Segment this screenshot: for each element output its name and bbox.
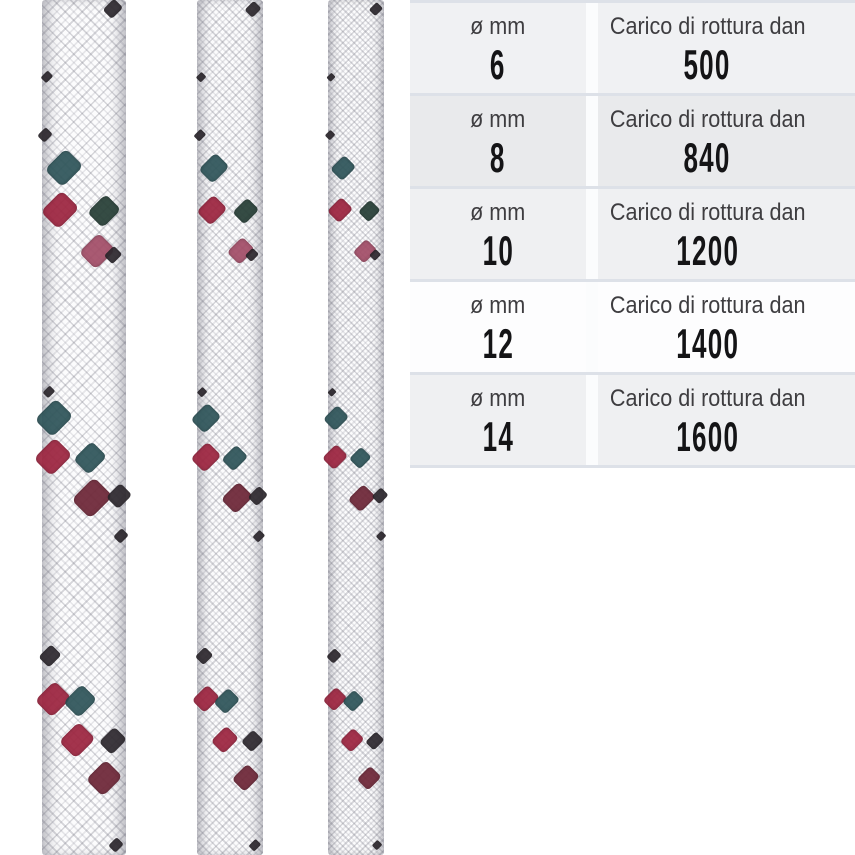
rope-fleck-red	[59, 722, 96, 759]
load-header: Carico di rottura dan	[609, 385, 806, 412]
rope-fleck-dark	[108, 837, 124, 853]
column-gap	[586, 3, 598, 93]
rope-fleck-dark	[106, 483, 132, 509]
diameter-header: ø mm	[470, 13, 526, 40]
rope-fleck-maroon	[231, 764, 260, 793]
rope	[42, 0, 126, 855]
rope-fleck-teal	[221, 445, 248, 472]
load-header: Carico di rottura dan	[609, 199, 806, 226]
diameter-header: ø mm	[470, 199, 526, 226]
rope-fleck-darkgreen	[232, 198, 259, 225]
rope	[328, 0, 384, 855]
rope-fleck-dark	[103, 0, 124, 19]
diameter-header: ø mm	[470, 292, 526, 319]
load-cell	[598, 189, 855, 279]
rope-fleck-dark	[194, 647, 212, 665]
rope-fleck-teal	[323, 405, 349, 431]
table-row	[410, 282, 855, 375]
rope-fleck-teal	[329, 155, 355, 181]
diameter-cell	[410, 375, 586, 465]
rope-fleck-dark	[113, 528, 129, 544]
diameter-header: ø mm	[470, 385, 526, 412]
load-header: Carico di rottura dan	[609, 106, 806, 133]
rope-fleck-red	[327, 197, 353, 223]
rope-fleck-dark	[328, 387, 337, 396]
rope-fleck-teal	[73, 441, 107, 475]
diameter-cell	[410, 282, 586, 372]
rope-fleck-teal	[349, 447, 372, 470]
diameter-value: 6	[490, 41, 506, 88]
rope-fleck-teal	[44, 149, 83, 188]
load-value: 840	[683, 134, 732, 181]
diameter-header: ø mm	[470, 106, 526, 133]
load-value: 500	[683, 41, 732, 88]
rope-fleck-dark	[41, 70, 54, 83]
rope-fleck-red	[190, 442, 221, 473]
rope-fleck-maroon	[220, 482, 253, 515]
diameter-cell	[410, 96, 586, 186]
load-value: 1200	[676, 227, 739, 274]
table-row	[410, 189, 855, 282]
load-cell	[598, 282, 855, 372]
rope-photo	[0, 0, 410, 855]
rope-fleck-dark	[372, 840, 382, 850]
rope-fleck-maroon	[357, 766, 381, 790]
load-cell	[598, 375, 855, 465]
diameter-cell	[410, 189, 586, 279]
rope-fleck-dark	[369, 2, 383, 16]
rope-fleck-dark	[247, 486, 268, 507]
rope-fleck-dark	[365, 732, 384, 751]
rope-fleck-teal	[63, 684, 97, 718]
rope-fleck-dark	[371, 487, 388, 504]
load-value: 1400	[676, 320, 739, 367]
diameter-value: 14	[482, 413, 514, 460]
rope-fleck-darkgreen	[87, 194, 121, 228]
rope-fleck-teal	[191, 403, 222, 434]
rope-fleck-red	[339, 728, 363, 752]
column-gap	[586, 189, 598, 279]
load-header: Carico di rottura dan	[609, 13, 806, 40]
table-row	[410, 96, 855, 189]
rope-fleck-dark	[193, 129, 205, 141]
rope-fleck-red	[33, 438, 72, 477]
diameter-value: 10	[482, 227, 514, 274]
spec-table	[410, 0, 855, 468]
table-row	[410, 375, 855, 468]
rope-fleck-dark	[253, 530, 265, 542]
rope-fleck-dark	[197, 386, 207, 396]
rope-fleck-maroon	[348, 485, 376, 513]
rope-fleck-dark	[98, 727, 127, 756]
rope-fleck-red	[322, 444, 348, 470]
rope-fleck-maroon	[86, 760, 123, 797]
column-gap	[586, 96, 598, 186]
rope-fleck-teal	[342, 690, 365, 713]
diameter-value: 8	[490, 134, 506, 181]
rope-fleck-dark	[196, 72, 206, 82]
rope-fleck-dark	[326, 648, 342, 664]
rope-fleck-teal	[199, 153, 230, 184]
rope-fleck-dark	[39, 644, 63, 668]
rope-fleck-dark	[375, 531, 385, 541]
rope-fleck-teal	[34, 398, 73, 437]
diameter-value: 12	[482, 320, 514, 367]
rope-fleck-red	[210, 726, 239, 755]
load-header: Carico di rottura dan	[609, 292, 806, 319]
load-cell	[598, 3, 855, 93]
table-row	[410, 3, 855, 96]
column-gap	[586, 282, 598, 372]
rope-fleck-dark	[38, 127, 54, 143]
rope-fleck-dark	[249, 839, 261, 851]
rope	[197, 0, 263, 855]
rope-fleck-red	[41, 191, 80, 230]
rope-fleck-red	[196, 195, 227, 226]
diameter-cell	[410, 3, 586, 93]
rope-fleck-dark	[325, 130, 335, 140]
rope-fleck-dark	[42, 385, 55, 398]
rope-fleck-darkgreen	[358, 200, 381, 223]
rope-fleck-dark	[245, 0, 261, 16]
column-gap	[586, 375, 598, 465]
load-cell	[598, 96, 855, 186]
rope-fleck-teal	[213, 688, 240, 715]
rope-fleck-dark	[327, 73, 336, 82]
rope-fleck-dark	[241, 730, 264, 753]
load-value: 1600	[676, 413, 739, 460]
